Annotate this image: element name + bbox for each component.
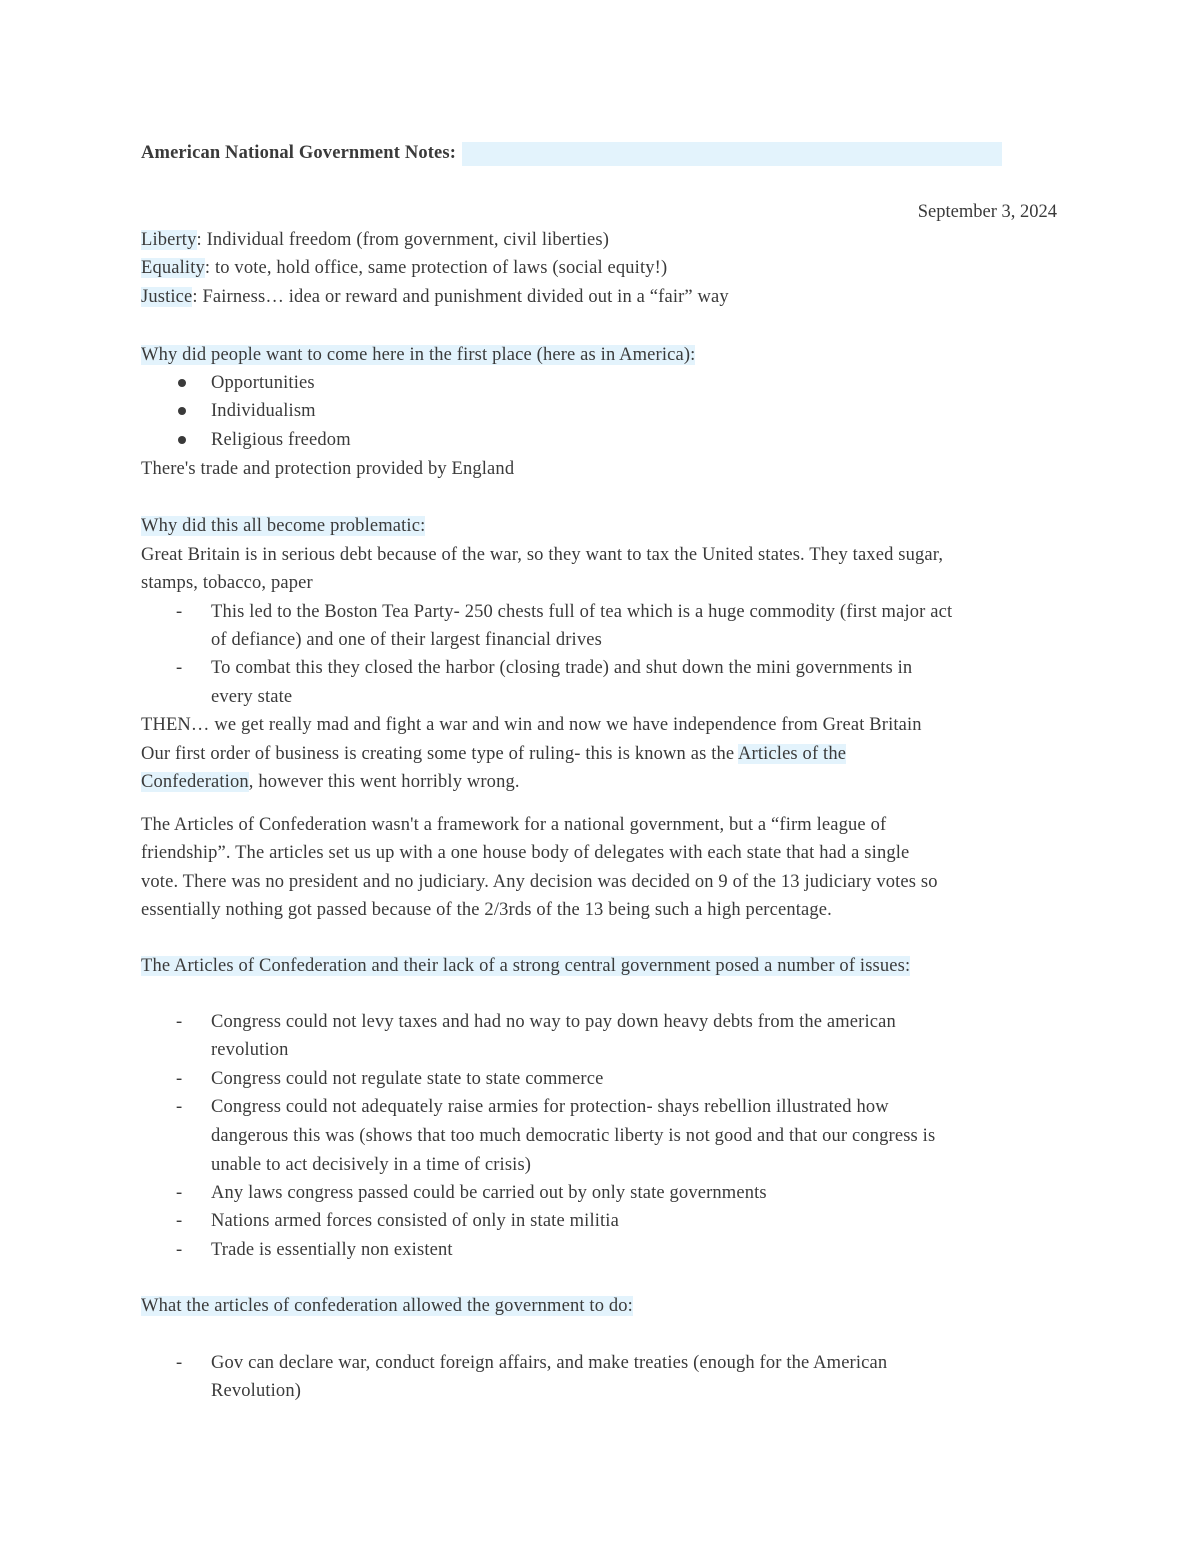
- dash-marker: -: [176, 1069, 183, 1089]
- list-item: Nations armed forces consisted of only in state militia: [211, 1211, 619, 1231]
- dash-marker: -: [176, 1097, 183, 1117]
- title-text: American National Government Notes:: [141, 143, 457, 163]
- paragraph-line: vote. There was no president and no judiciary. Any decision was decided on 9 of the 13 judiciary votes so: [141, 872, 938, 892]
- dash-marker: -: [176, 1183, 183, 1203]
- list-item-cont: Revolution): [211, 1381, 302, 1401]
- paragraph: THEN… we get really mad and fight a war and win and now we have independence from Great Britain: [141, 715, 922, 735]
- bullet-icon: [178, 407, 186, 415]
- list-item-cont: dangerous this was (shows that too much democratic liberty is not good and that our congress is: [211, 1126, 936, 1146]
- term: Justice: [141, 287, 193, 307]
- list-item: Individualism: [211, 401, 316, 421]
- heading-text: Why did people want to come here in the first place (here as in America):: [141, 345, 696, 365]
- paragraph-line: essentially nothing got passed because of the 2/3rds of the 13 being such a high percentage.: [141, 900, 832, 920]
- list-item: To combat this they closed the harbor (closing trade) and shut down the mini governments in: [211, 658, 913, 678]
- list-item: Congress could not levy taxes and had no way to pay down heavy debts from the american: [211, 1012, 896, 1032]
- text: Our first order of business is creating some type of ruling- this is known as the: [141, 744, 739, 764]
- highlight: Articles of the: [738, 744, 847, 764]
- title-blank-highlight: [462, 142, 1002, 166]
- paragraph: There's trade and protection provided by England: [141, 459, 515, 479]
- list-item-cont: of defiance) and one of their largest financial drives: [211, 630, 602, 650]
- list-item: Religious freedom: [211, 430, 351, 450]
- dash-marker: -: [176, 658, 183, 678]
- term: Equality: [141, 258, 205, 278]
- date: September 3, 2024: [917, 202, 1057, 222]
- list-item-cont: unable to act decisively in a time of crisis): [211, 1155, 532, 1175]
- bullet-icon: [178, 379, 186, 387]
- list-item: Gov can declare war, conduct foreign affairs, and make treaties (enough for the American: [211, 1353, 888, 1373]
- definition-text: : Fairness… idea or reward and punishment divided out in a “fair” way: [192, 287, 729, 307]
- highlight: Confederation: [141, 772, 249, 792]
- term: Liberty: [141, 230, 197, 250]
- dash-marker: -: [176, 602, 183, 622]
- paragraph-line: friendship”. The articles set us up with a one house body of delegates with each state that had a single: [141, 843, 910, 863]
- list-item: Opportunities: [211, 373, 315, 393]
- list-item: Any laws congress passed could be carried out by only state governments: [211, 1183, 767, 1203]
- dash-marker: -: [176, 1353, 183, 1373]
- list-item: Congress could not regulate state to state commerce: [211, 1069, 604, 1089]
- heading-text: The Articles of Confederation and their lack of a strong central government posed a number of issues:: [141, 956, 911, 976]
- paragraph-line: stamps, tobacco, paper: [141, 573, 313, 593]
- paragraph-line: The Articles of Confederation wasn't a framework for a national government, but a “firm league of: [141, 815, 887, 835]
- dash-marker: -: [176, 1240, 183, 1260]
- list-item: This led to the Boston Tea Party- 250 chests full of tea which is a huge commodity (first major act: [211, 602, 953, 622]
- list-item: Congress could not adequately raise armies for protection- shays rebellion illustrated how: [211, 1097, 889, 1117]
- paragraph-line: [141, 768, 520, 796]
- paragraph-line: Great Britain is in serious debt because of the war, so they want to tax the United states. They taxed sugar,: [141, 545, 944, 565]
- text: , however this went horribly wrong.: [248, 772, 520, 792]
- section-heading: [141, 952, 910, 980]
- list-item-cont: every state: [211, 687, 293, 707]
- bullet-icon: [178, 436, 186, 444]
- definition-text: : Individual freedom (from government, civil liberties): [196, 230, 610, 250]
- section-heading: [141, 341, 695, 369]
- section-heading: [141, 1292, 633, 1320]
- definition-justice: [141, 283, 729, 311]
- section-heading: [141, 512, 425, 540]
- list-item: Trade is essentially non existent: [211, 1240, 453, 1260]
- dash-marker: -: [176, 1211, 183, 1231]
- definition-text: : to vote, hold office, same protection of laws (social equity!): [204, 258, 668, 278]
- list-item-cont: revolution: [211, 1040, 289, 1060]
- definition-equality: [141, 254, 667, 282]
- definition-liberty: [141, 226, 609, 254]
- heading-text: What the articles of confederation allowed the government to do:: [141, 1296, 633, 1316]
- paragraph-line: [141, 740, 846, 768]
- dash-marker: -: [176, 1012, 183, 1032]
- document-title: [141, 139, 1002, 167]
- heading-text: Why did this all become problematic:: [141, 516, 426, 536]
